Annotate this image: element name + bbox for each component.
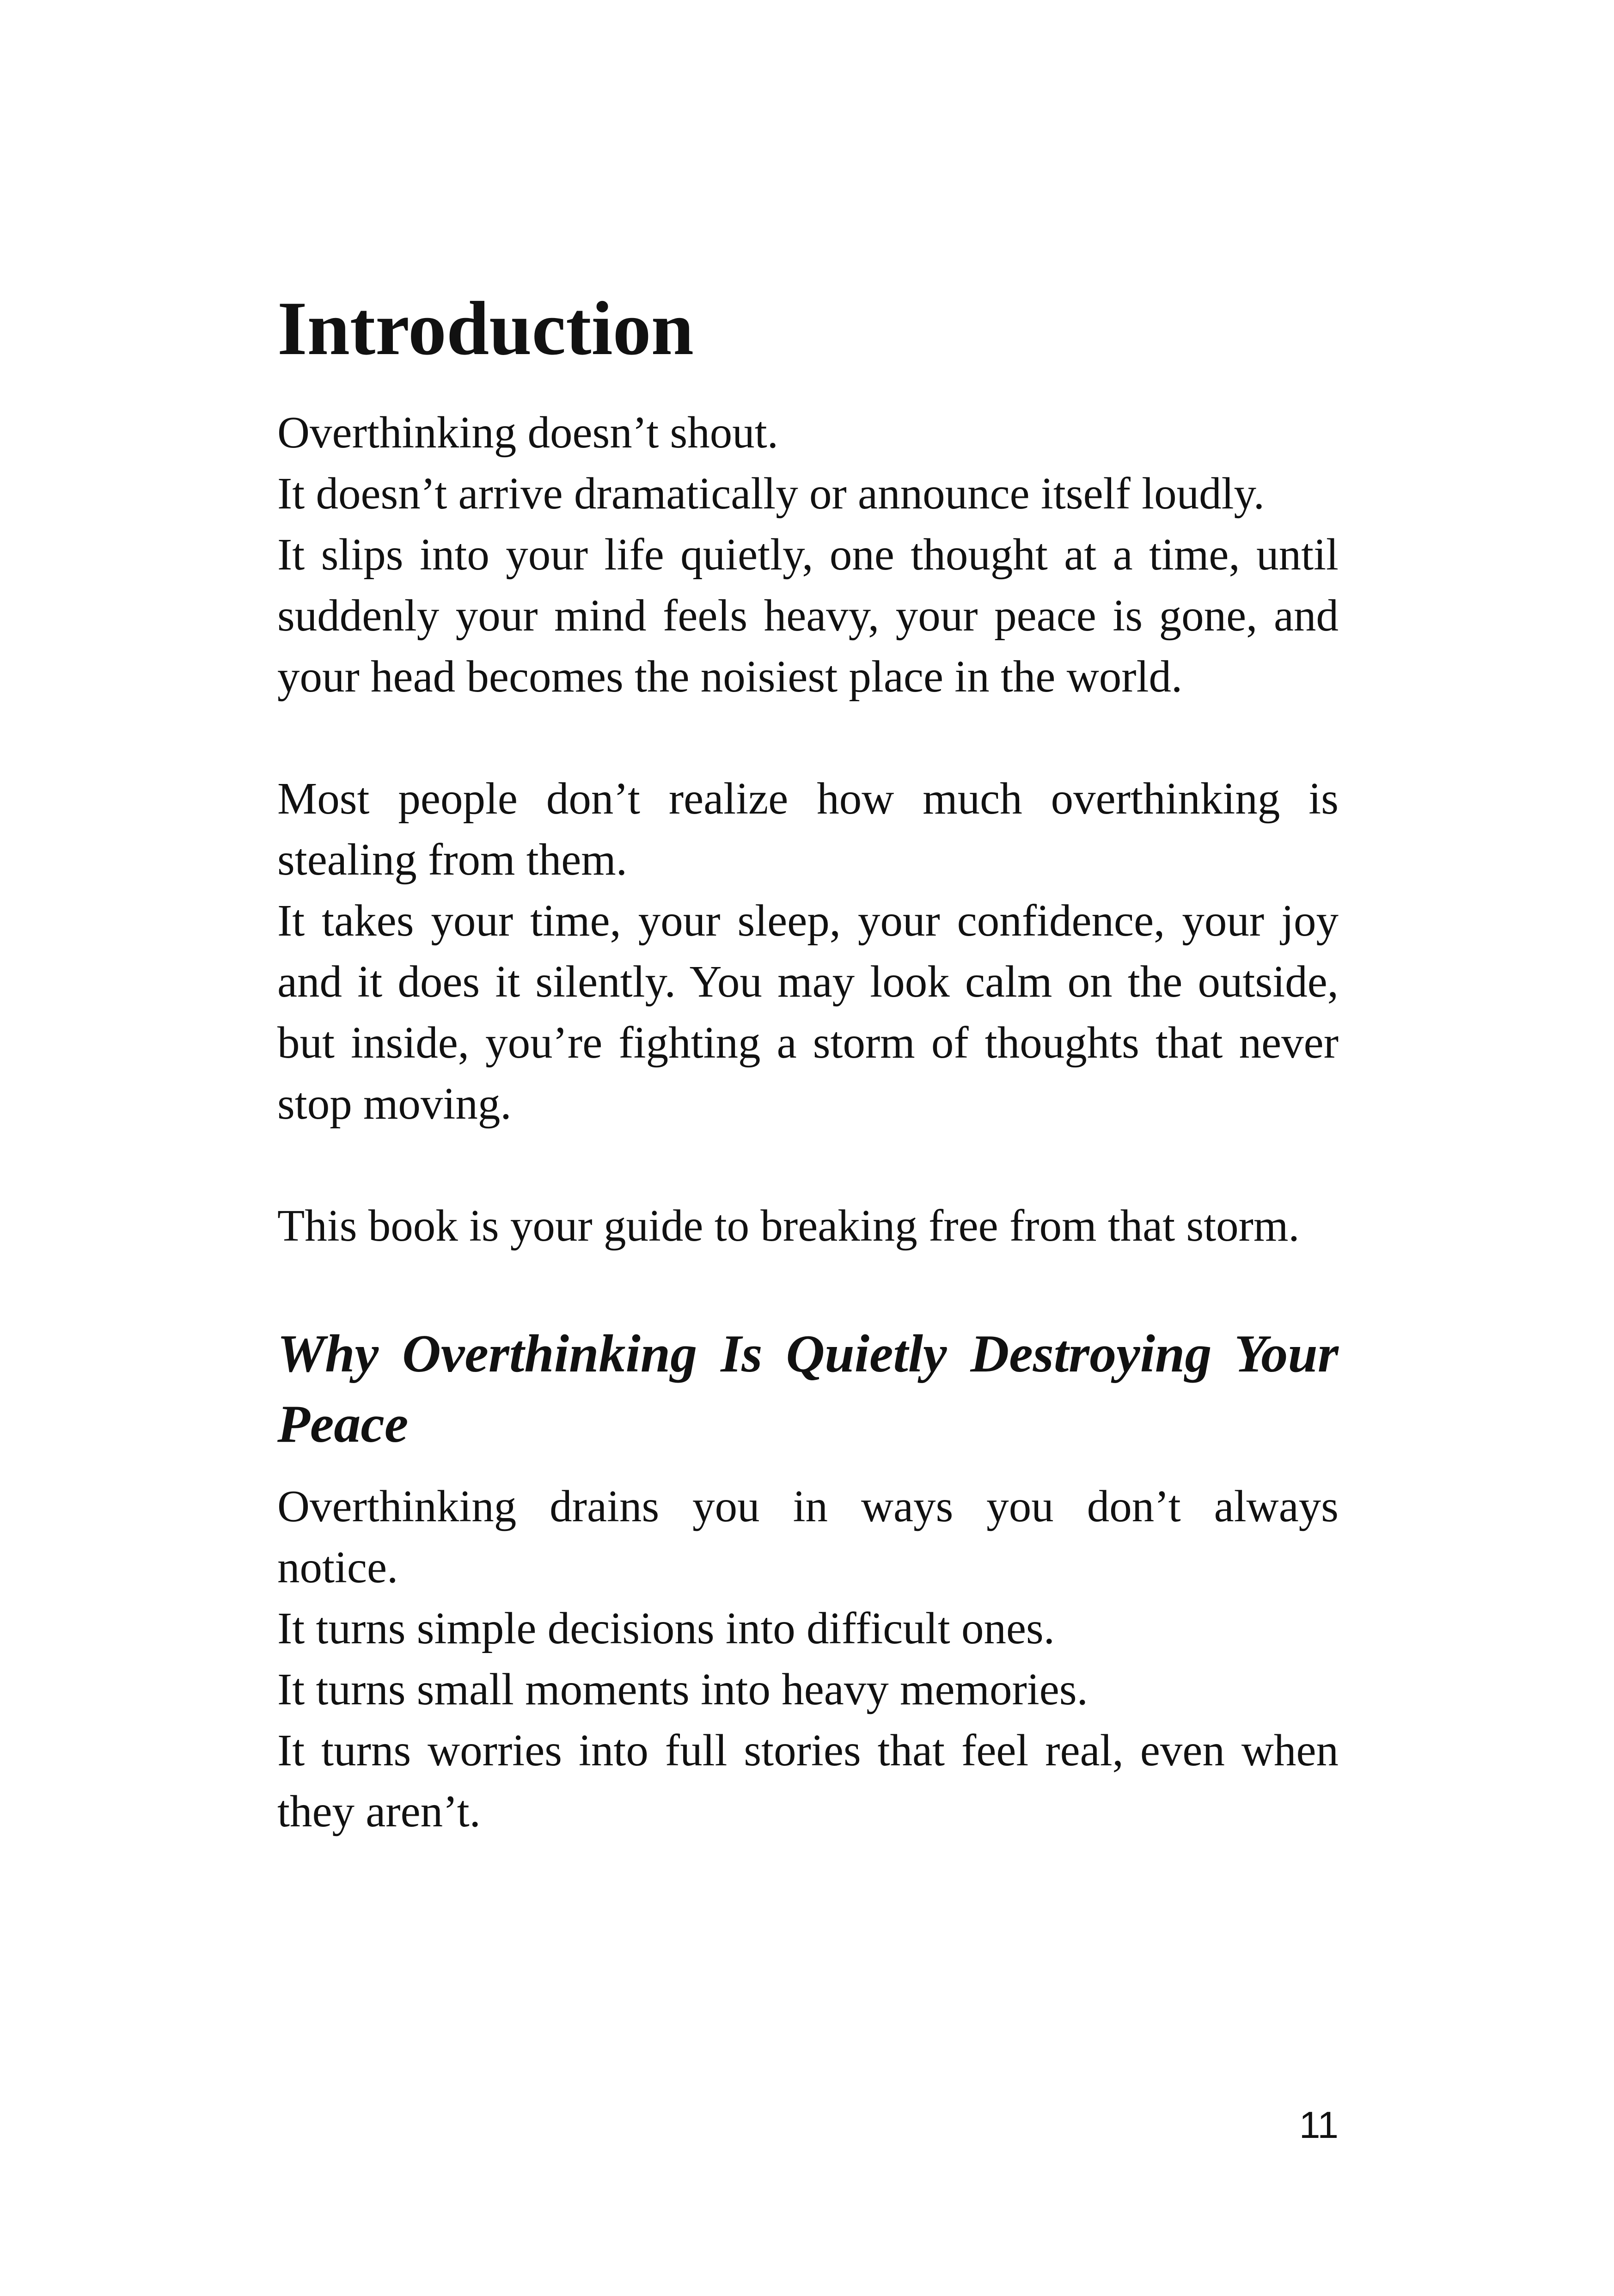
heading-line: Why Overthinking Is Quietly Destroying Your — [277, 1324, 1339, 1384]
intro-paragraph-2 — [277, 768, 1339, 1134]
text-line: Overthinking doesn’t shout. — [277, 408, 779, 457]
text-line: It doesn’t arrive dramatically or announce itself loudly. — [277, 469, 1265, 518]
text-line: It takes your time, your sleep, your confidence, your joy — [277, 896, 1339, 945]
text-line: It turns simple decisions into difficult ones. — [277, 1604, 1055, 1653]
paragraph-gap — [277, 1134, 1339, 1195]
section-paragraph — [277, 1476, 1339, 1842]
text-line: and it does it silently. You may look calm on the outside, — [277, 957, 1339, 1006]
text-line: It slips into your life quietly, one thought at a time, until — [277, 530, 1339, 579]
page-number: 11 — [1299, 2104, 1339, 2146]
heading-line: Peace — [277, 1395, 409, 1454]
intro-paragraph-3 — [277, 1195, 1339, 1256]
text-line: stop moving. — [277, 1079, 512, 1128]
paragraph-gap — [277, 707, 1339, 768]
chapter-title: Introduction — [277, 286, 694, 371]
text-line: stealing from them. — [277, 835, 627, 884]
text-line: Most people don’t realize how much overthinking is — [277, 774, 1339, 823]
text-line: your head becomes the noisiest place in the world. — [277, 652, 1183, 701]
text-line: they aren’t. — [277, 1787, 481, 1836]
text-line: suddenly your mind feels heavy, your peace is gone, and — [277, 591, 1339, 640]
page-content — [277, 277, 1339, 1842]
text-line: Overthinking drains you in ways you don’t always — [277, 1482, 1339, 1531]
intro-paragraph-1 — [277, 402, 1339, 707]
text-line: notice. — [277, 1543, 398, 1592]
text-line: but inside, you’re fighting a storm of thoughts that never — [277, 1018, 1339, 1067]
text-line: It turns small moments into heavy memories. — [277, 1665, 1088, 1714]
text-line: It turns worries into full stories that feel real, even when — [277, 1726, 1339, 1775]
text-line: This book is your guide to breaking free from that storm. — [277, 1201, 1300, 1250]
section-heading — [277, 1319, 1339, 1459]
